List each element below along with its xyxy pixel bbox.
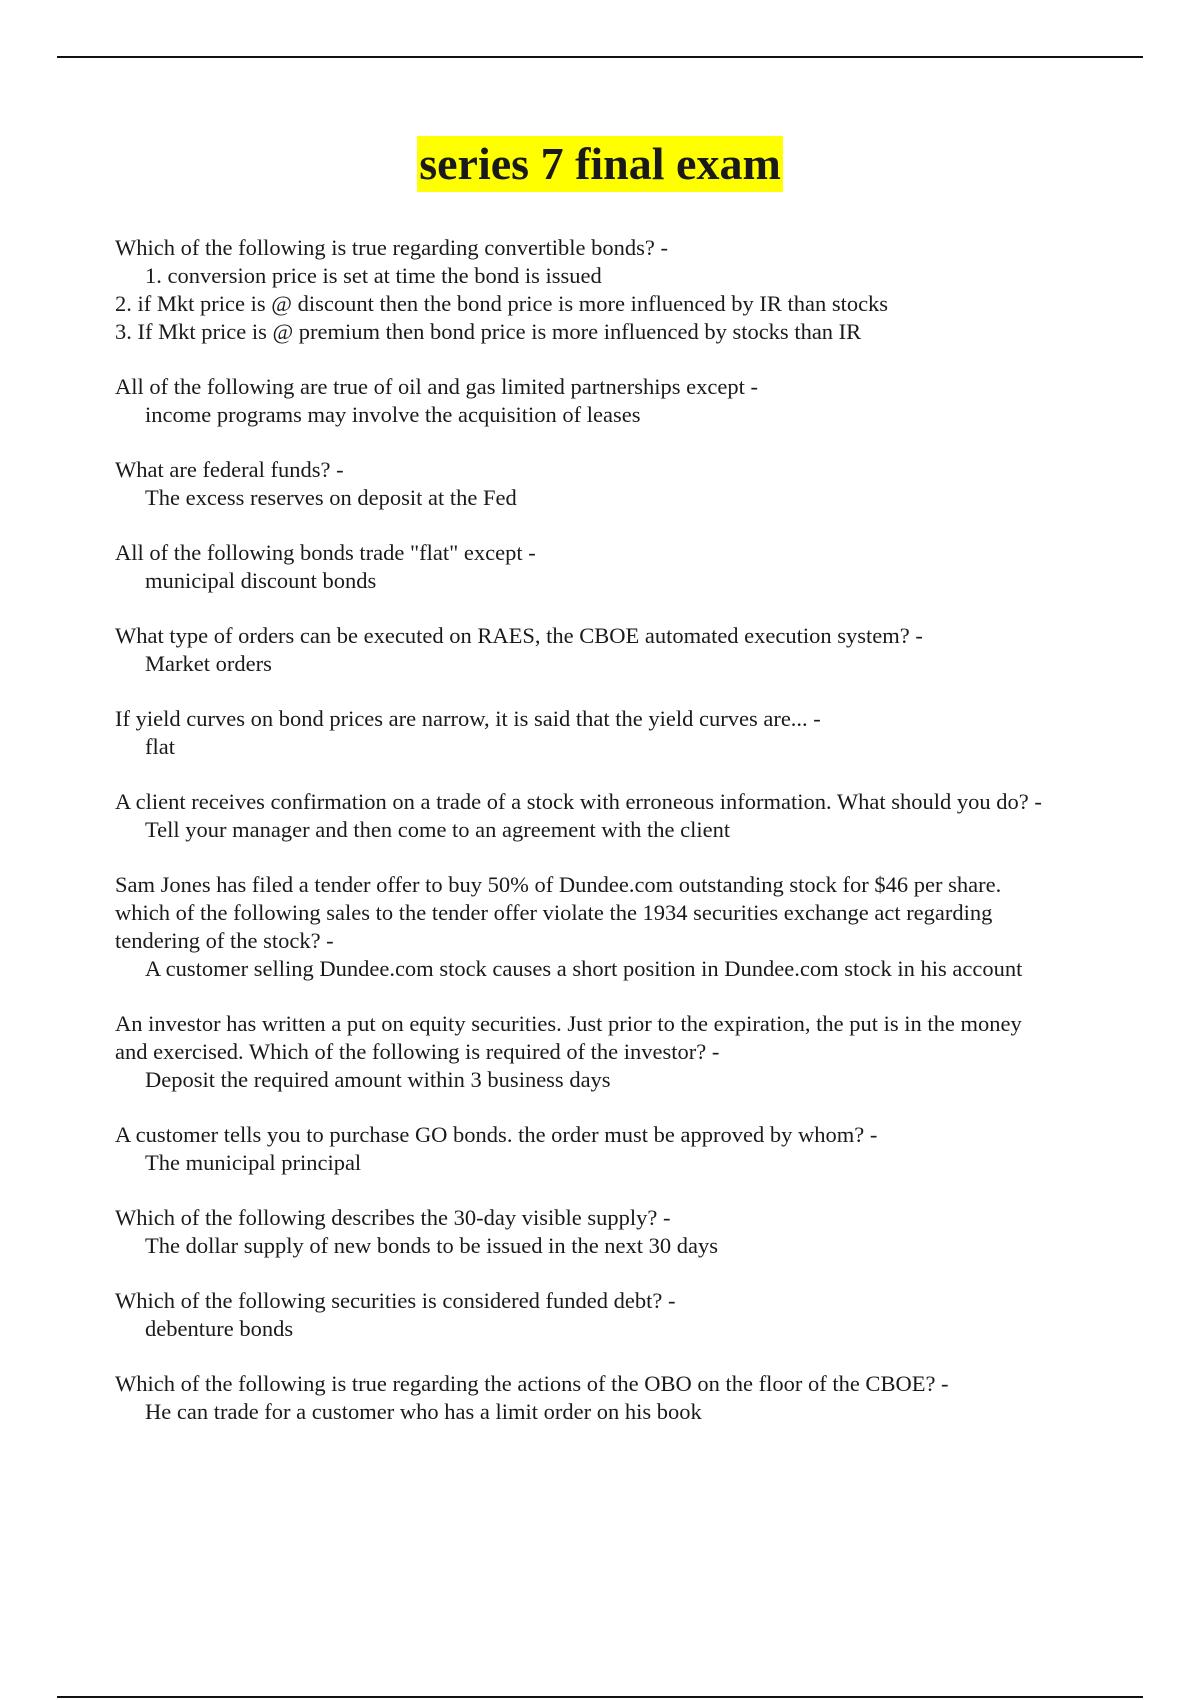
question-list — [115, 234, 1115, 1453]
question-text: All of the following are true of oil and gas limited partnerships except - — [115, 374, 758, 399]
top-rule — [57, 56, 1143, 58]
qa-item — [115, 373, 1115, 429]
question-text: A client receives confirmation on a trade of a stock with erroneous information. What should you do? - — [115, 789, 1042, 814]
answer-text: income programs may involve the acquisition of leases — [145, 402, 641, 427]
answer-text: municipal discount bonds — [145, 568, 377, 593]
qa-item — [115, 1121, 1115, 1177]
qa-item — [115, 622, 1115, 678]
answer-text: The municipal principal — [145, 1150, 362, 1175]
bottom-rule — [57, 1696, 1143, 1698]
answer-text: flat — [145, 734, 175, 759]
qa-item — [115, 234, 1115, 346]
question-line: tendering of the stock? - — [115, 928, 334, 953]
answer-line: 2. if Mkt price is @ discount then the bond price is more influenced by IR than stocks — [115, 291, 889, 316]
question-text: What type of orders can be executed on RAES, the CBOE automated execution system? - — [115, 623, 923, 648]
question-line: which of the following sales to the tender offer violate the 1934 securities exchange act regarding — [115, 900, 993, 925]
qa-item — [115, 539, 1115, 595]
answer-text: Deposit the required amount within 3 business days — [145, 1067, 611, 1092]
question-text: Which of the following is true regarding the actions of the OBO on the floor of the CBOE? - — [115, 1371, 949, 1396]
question-line: An investor has written a put on equity securities. Just prior to the expiration, the put is in the money — [115, 1011, 1022, 1036]
question-line: and exercised. Which of the following is required of the investor? - — [115, 1039, 720, 1064]
question-text: Which of the following is true regarding convertible bonds? - — [115, 235, 668, 260]
question-text: Which of the following describes the 30-day visible supply? - — [115, 1205, 671, 1230]
answer-line: 1. conversion price is set at time the bond is issued — [145, 263, 602, 288]
answer-text: Market orders — [145, 651, 272, 676]
answer-line: 3. If Mkt price is @ premium then bond price is more influenced by stocks than IR — [115, 319, 862, 344]
document-title: series 7 final exam — [417, 136, 783, 192]
answer-text: A customer selling Dundee.com stock causes a short position in Dundee.com stock in his account — [145, 956, 1023, 981]
answer-text: The dollar supply of new bonds to be issued in the next 30 days — [145, 1233, 719, 1258]
question-text: If yield curves on bond prices are narrow, it is said that the yield curves are... - — [115, 706, 821, 731]
qa-item — [115, 1204, 1115, 1260]
question-text: What are federal funds? - — [115, 457, 344, 482]
qa-item — [115, 1010, 1115, 1094]
qa-item — [115, 871, 1115, 983]
question-line: Sam Jones has filed a tender offer to buy 50% of Dundee.com outstanding stock for $46 per share. — [115, 872, 1002, 897]
question-text: All of the following bonds trade "flat" except - — [115, 540, 536, 565]
answer-text: He can trade for a customer who has a limit order on his book — [145, 1399, 702, 1424]
title-container — [0, 136, 1200, 192]
qa-item — [115, 456, 1115, 512]
qa-item — [115, 1370, 1115, 1426]
answer-text: debenture bonds — [145, 1316, 294, 1341]
qa-item — [115, 788, 1115, 844]
qa-item — [115, 1287, 1115, 1343]
question-text: A customer tells you to purchase GO bonds. the order must be approved by whom? - — [115, 1122, 878, 1147]
answer-text: The excess reserves on deposit at the Fed — [145, 485, 517, 510]
qa-item — [115, 705, 1115, 761]
question-text: Which of the following securities is considered funded debt? - — [115, 1288, 676, 1313]
answer-text: Tell your manager and then come to an agreement with the client — [145, 817, 731, 842]
